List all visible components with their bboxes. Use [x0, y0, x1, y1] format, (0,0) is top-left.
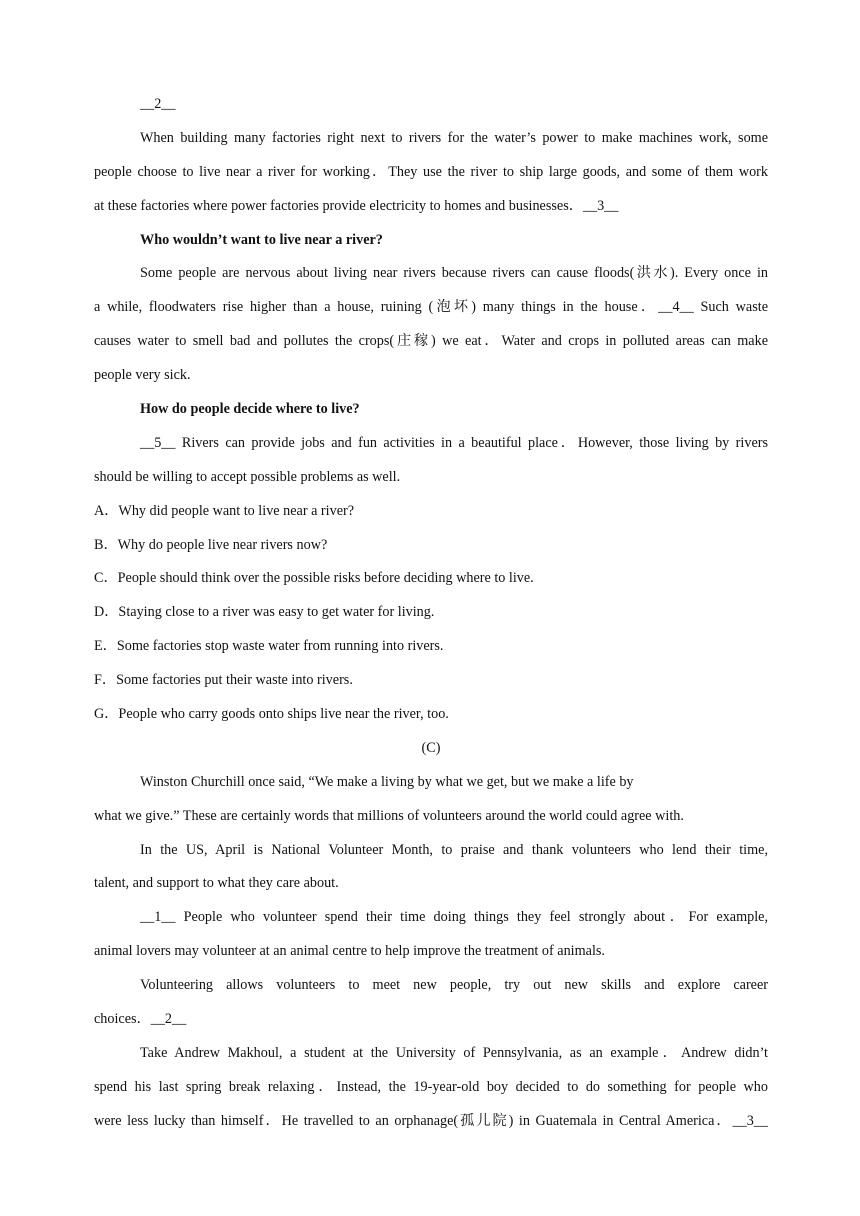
paragraph-blank-1-line-1: __1__ People who volunteer spend their time doing things they feel strongly about．For example, [140, 909, 768, 926]
blank-2-marker: __2__ [140, 96, 176, 112]
paragraph-power-line-3: at these factories where power factories provide electricity to homes and businesses．__3__ [94, 197, 619, 214]
paragraph-us-line-1: In the US, April is National Volunteer Month, to praise and thank volunteers who lend their time, [140, 841, 768, 858]
option-a: A．Why did people want to live near a river? [94, 502, 355, 519]
option-g: G．People who carry goods onto ships live near the river, too. [94, 706, 449, 723]
paragraph-us-line-2: talent, and support to what they care about. [94, 875, 339, 892]
paragraph-andrew-line-3: were less lucky than himself．He travelled to an orphanage(孤儿院) in Guatemala in Central America．__3__ [94, 1112, 768, 1129]
section-c-label: (C) [421, 739, 441, 756]
paragraph-decide-line-1: __5__ Rivers can provide jobs and fun activities in a beautiful place．However, those living by rivers [140, 434, 768, 451]
paragraph-floods-line-2: a while, floodwaters rise higher than a house, ruining (泡坏) many things in the house．__4__ Such waste [94, 299, 768, 316]
paragraph-floods-line-4: people very sick. [94, 367, 191, 384]
paragraph-decide-line-2: should be willing to accept possible problems as well. [94, 468, 401, 485]
option-f: F．Some factories put their waste into rivers. [94, 672, 353, 689]
heading-who-would-not: Who wouldn’t want to live near a river? [140, 231, 383, 248]
option-d: D．Staying close to a river was easy to get water for living. [94, 604, 435, 621]
paragraph-churchill-line-2: what we give.” These are certainly words that millions of volunteers around the world could agree with. [94, 807, 684, 824]
paragraph-andrew-line-2: spend his last spring break relaxing．Instead, the 19-year-old boy decided to do something for people who [94, 1078, 768, 1095]
option-b: B．Why do people live near rivers now? [94, 536, 328, 553]
paragraph-floods-line-3: causes water to smell bad and pollutes the crops(庄稼) we eat．Water and crops in polluted areas can make [94, 333, 768, 350]
paragraph-blank-1-line-2: animal lovers may volunteer at an animal centre to help improve the treatment of animals. [94, 943, 605, 960]
paragraph-andrew-line-1: Take Andrew Makhoul, a student at the University of Pennsylvania, as an example．Andrew didn’t [140, 1044, 768, 1061]
paragraph-volunteering-line-1: Volunteering allows volunteers to meet new people, try out new skills and explore career [140, 977, 768, 994]
option-e: E．Some factories stop waste water from running into rivers. [94, 638, 444, 655]
paragraph-power-line-2: people choose to live near a river for working．They use the river to ship large goods, and some of them work [94, 163, 768, 180]
paragraph-volunteering-line-2: choices．__2__ [94, 1011, 187, 1028]
heading-how-decide: How do people decide where to live? [140, 401, 360, 418]
paragraph-floods-line-1: Some people are nervous about living near rivers because rivers can cause floods(洪水). Every once in [140, 265, 768, 282]
paragraph-power-line-1: When building many factories right next to rivers for the water’s power to make machines work, some [140, 129, 768, 146]
paragraph-churchill-line-1: Winston Churchill once said, “We make a living by what we get, but we make a life by [140, 773, 634, 790]
option-c: C．People should think over the possible risks before deciding where to live. [94, 570, 534, 587]
document-page [94, 88, 768, 1139]
